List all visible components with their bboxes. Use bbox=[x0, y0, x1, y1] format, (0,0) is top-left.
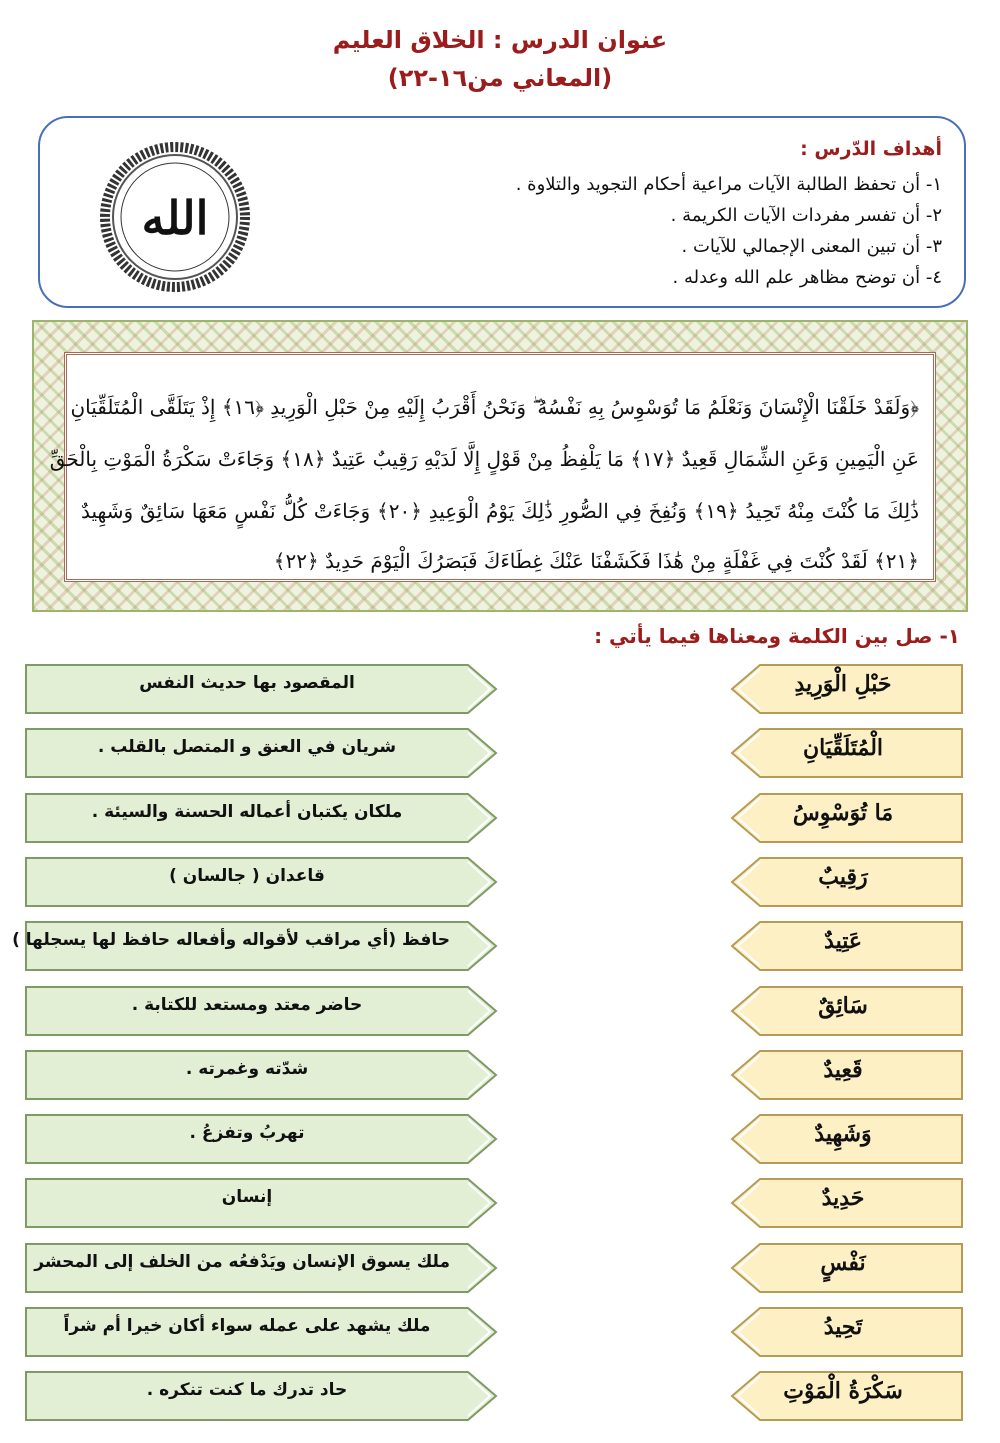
word-text: سَكْرَةُ الْمَوْتِ bbox=[783, 1378, 903, 1404]
word-text: وَشَهِيدٌ bbox=[814, 1121, 872, 1147]
quran-line: ﴿٢١﴾ لَقَدْ كُنْتَ فِي غَفْلَةٍ مِنْ هَٰذَا فَكَشَفْنَا عَنْكَ غِطَاءَكَ فَبَصَرُكَ الْيَوْمَ حَدِيدٌ ﴿٢٢﴾ bbox=[273, 549, 919, 573]
meaning-card[interactable] bbox=[24, 663, 498, 715]
meaning-text: إنسان bbox=[221, 1187, 273, 1207]
meaning-card[interactable] bbox=[24, 1306, 498, 1358]
meaning-card[interactable] bbox=[12, 920, 498, 972]
word-text: حَدِيدٌ bbox=[821, 1185, 865, 1211]
lesson-subtitle: (المعاني من١٦-٢٢) bbox=[387, 64, 613, 92]
goals-heading: أهداف الدّرس : bbox=[800, 138, 942, 160]
quran-frame bbox=[32, 320, 968, 612]
word-text: نَفْسٍ bbox=[820, 1250, 866, 1276]
meaning-text: ملك يشهد على عمله سواء أكان خيرا أم شراً bbox=[63, 1316, 431, 1336]
allah-calligraphy-icon bbox=[100, 142, 250, 292]
quran-line: عَنِ الْيَمِينِ وَعَنِ الشِّمَالِ قَعِيدٌ ﴿١٧﴾ مَا يَلْفِظُ مِنْ قَوْلٍ إِلَّا لَدَيْهِ رَقِيبٌ عَتِيدٌ ﴿١٨﴾ وَجَاءَتْ سَكْرَةُ الْمَوْتِ بِالْحَقِّ bbox=[49, 447, 919, 471]
meaning-text: شريان في العنق و المتصل بالقلب . bbox=[97, 737, 397, 757]
meaning-text: تهربُ وتفزعُ . bbox=[189, 1123, 305, 1143]
meaning-card[interactable] bbox=[24, 985, 498, 1037]
word-card[interactable] bbox=[730, 856, 964, 908]
word-text: رَقِيبٌ bbox=[818, 864, 868, 890]
meaning-text: حاضر معتد ومستعد للكتابة . bbox=[131, 995, 363, 1015]
meaning-card[interactable] bbox=[24, 1242, 498, 1294]
word-card[interactable] bbox=[730, 663, 964, 715]
word-text: حَبْلِ الْوَرِيدِ bbox=[794, 671, 892, 697]
exercise-heading: ١- صل بين الكلمة ومعناها فيما يأتي : bbox=[594, 624, 960, 648]
meaning-text: المقصود بها حديث النفس bbox=[139, 673, 355, 693]
meaning-text: ملك يسوق الإنسان ويَدْفعُه من الخلف إلى المحشر bbox=[34, 1252, 450, 1272]
word-card[interactable] bbox=[730, 1370, 964, 1422]
word-text: مَا تُوَسْوِسُ bbox=[792, 800, 894, 826]
goals-box bbox=[38, 116, 966, 308]
meaning-text: قاعدان ( جالسان ) bbox=[169, 866, 325, 886]
word-card[interactable] bbox=[730, 1113, 964, 1165]
meaning-card[interactable] bbox=[24, 1049, 498, 1101]
quran-line: ذَٰلِكَ مَا كُنْتَ مِنْهُ تَحِيدُ ﴿١٩﴾ وَنُفِخَ فِي الصُّورِ ذَٰلِكَ يَوْمُ الْوَعِيدِ ﴿٢٠﴾ وَجَاءَتْ كُلُّ نَفْسٍ مَعَهَا سَائِقٌ وَشَهِيدٌ bbox=[81, 499, 920, 523]
goal-item: ٣- أن تبين المعنى الإجمالي للآيات . bbox=[681, 236, 942, 257]
meaning-card[interactable] bbox=[24, 1370, 498, 1422]
word-card[interactable] bbox=[730, 1242, 964, 1294]
word-text: قَعِيدٌ bbox=[823, 1057, 863, 1083]
word-card[interactable] bbox=[730, 1306, 964, 1358]
meaning-text: حاد تدرك ما كنت تنكره . bbox=[146, 1380, 348, 1400]
word-text: عَتِيدٌ bbox=[824, 928, 862, 954]
meaning-card[interactable] bbox=[24, 1177, 498, 1229]
word-card[interactable] bbox=[730, 1177, 964, 1229]
svg-text:الله: الله bbox=[141, 191, 209, 245]
word-text: تَحِيدُ bbox=[823, 1314, 863, 1340]
meaning-card[interactable] bbox=[24, 856, 498, 908]
word-card[interactable] bbox=[730, 1049, 964, 1101]
word-card[interactable] bbox=[730, 985, 964, 1037]
meaning-text: حافظ (أي مراقب لأقواله وأفعاله حافظ لها يسجلها ) bbox=[12, 930, 450, 950]
word-card[interactable] bbox=[730, 920, 964, 972]
quran-text-panel bbox=[49, 352, 936, 582]
word-text: الْمُتَلَقِّيَانِ bbox=[802, 735, 884, 761]
word-card[interactable] bbox=[730, 792, 964, 844]
meaning-text: ملكان يكتبان أعماله الحسنة والسيئة . bbox=[91, 802, 403, 822]
lesson-title: عنوان الدرس : الخلاق العليم bbox=[332, 26, 668, 54]
goal-item: ٤- أن توضح مظاهر علم الله وعدله . bbox=[672, 267, 942, 288]
word-card[interactable] bbox=[730, 727, 964, 779]
meaning-card[interactable] bbox=[24, 727, 498, 779]
meaning-card[interactable] bbox=[24, 792, 498, 844]
meaning-text: شدّته وغمرته . bbox=[185, 1059, 309, 1079]
word-text: سَائِقٌ bbox=[818, 993, 868, 1019]
meaning-card[interactable] bbox=[24, 1113, 498, 1165]
goal-item: ٢- أن تفسر مفردات الآيات الكريمة . bbox=[670, 205, 942, 226]
goal-item: ١- أن تحفظ الطالبة الآيات مراعية أحكام التجويد والتلاوة . bbox=[515, 174, 942, 195]
quran-line: ﴿وَلَقَدْ خَلَقْنَا الْإِنْسَانَ وَنَعْلَمُ مَا تُوَسْوِسُ بِهِ نَفْسُهُ ۖ وَنَحْنُ أَقْرَبُ إِلَيْهِ مِنْ حَبْلِ الْوَرِيدِ ﴿١٦﴾ إِذْ يَتَلَقَّى الْمُتَلَقِّيَانِ bbox=[70, 395, 919, 419]
